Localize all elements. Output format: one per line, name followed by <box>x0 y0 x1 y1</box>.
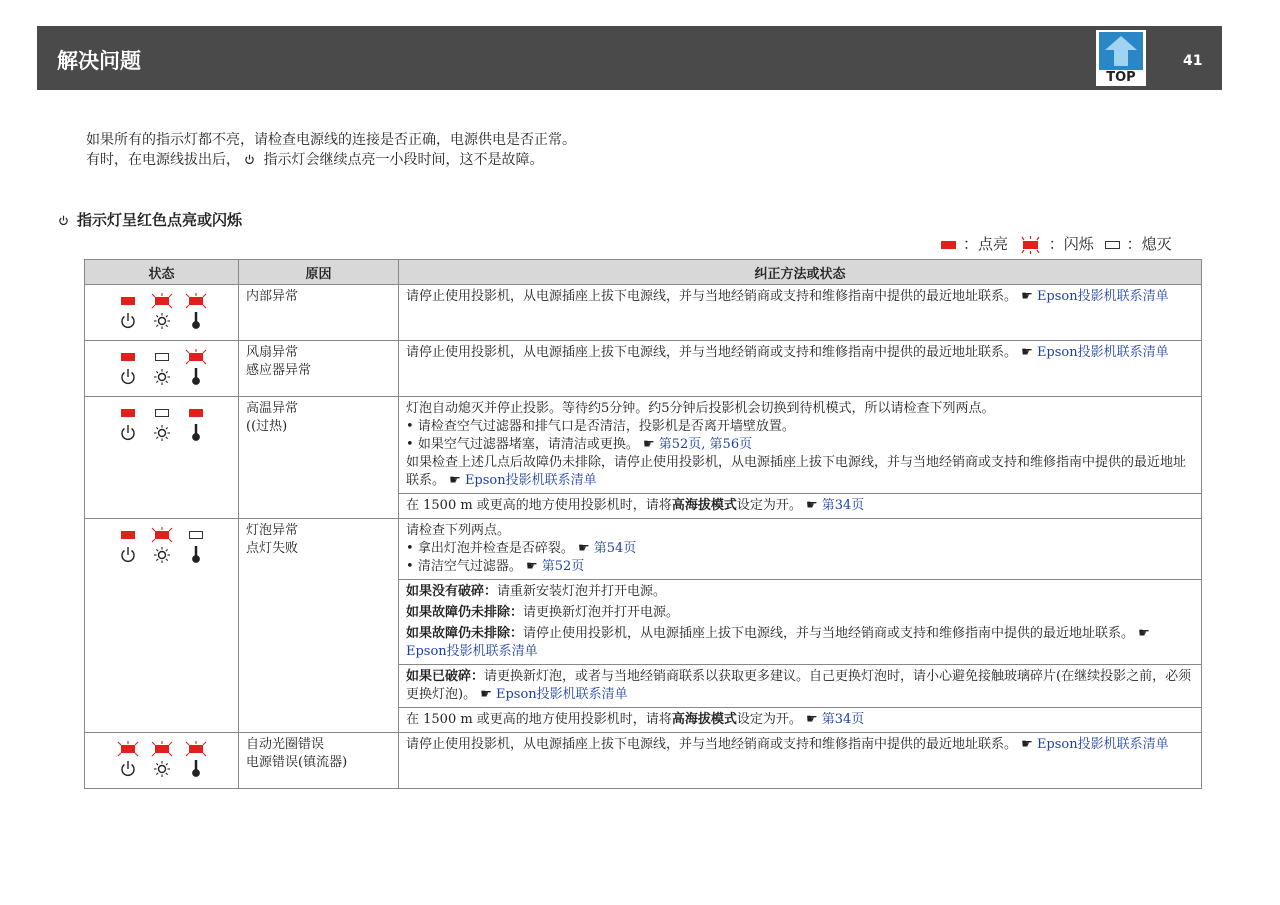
power-icon <box>122 369 134 383</box>
hand-pointer-icon: ☛ <box>573 541 594 556</box>
hand-pointer-icon: ☛ <box>1017 345 1037 360</box>
hand-pointer-icon: ☛ <box>476 687 496 702</box>
top-label: TOP <box>1106 70 1136 85</box>
hand-pointer-icon: ☛ <box>801 712 822 727</box>
hand-pointer-icon: ☛ <box>445 473 465 488</box>
power-icon <box>122 547 134 561</box>
page-title: 解决问题 <box>57 49 141 73</box>
led-off-icon <box>1105 240 1121 250</box>
ref-link[interactable]: 第34页 <box>821 712 865 727</box>
cause-cell: 内部异常 <box>239 285 399 341</box>
lamp-icon <box>154 547 170 563</box>
intro-line-2: 有时，在电源线拔出后， 指示灯会继续点亮一小段时间，这不是故障。 <box>86 152 544 168</box>
bullet-item: • 清洁空气过滤器。 ☛ 第52页 <box>406 559 585 574</box>
table-header-row <box>85 260 1202 285</box>
table-row <box>85 733 1202 789</box>
hand-pointer-icon: ☛ <box>1017 289 1037 304</box>
section-heading: 指示灯呈红色点亮或闪烁 <box>58 209 242 230</box>
header-state: 状态 <box>85 260 239 285</box>
bullet-item: • 拿出灯泡并检查是否碎裂。 ☛ 第54页 <box>406 541 637 556</box>
temp-icon <box>192 546 198 562</box>
led-blink-icon <box>186 741 206 756</box>
temp-icon <box>192 424 198 440</box>
intro-line-1: 如果所有的指示灯都不亮，请检查电源线的连接是否正确，电源供电是否正常。 <box>86 132 576 148</box>
led-indicators <box>112 349 212 389</box>
lamp-icon <box>154 313 170 329</box>
led-on-icon <box>941 240 957 250</box>
lamp-icon <box>154 369 170 385</box>
cause-cell: 灯泡异常 点灯失败 <box>239 519 399 733</box>
cause-cell: 自动光圈错误 电源错误(镇流器) <box>239 733 399 789</box>
remedy-cell: 如果已破碎：请更换新灯泡，或者与当地经销商联系以获取更多建议。自己更换灯泡时，请小心避免接触玻璃碎片(在继续投影之前，必须更换灯泡)。 ☛ Epson投影机联系清单 <box>399 665 1202 708</box>
lamp-icon <box>154 761 170 777</box>
led-blink-icon <box>118 741 138 756</box>
ref-link[interactable]: 第52页, 第56页 <box>658 437 753 452</box>
led-indicators <box>112 741 212 781</box>
header-cause: 原因 <box>239 260 399 285</box>
ref-link[interactable]: 第52页 <box>541 559 585 574</box>
top-button[interactable] <box>1096 30 1146 86</box>
temp-icon <box>192 312 198 328</box>
remedy-cell: 请停止使用投影机，从电源插座上拔下电源线，并与当地经销商或支持和维修指南中提供的最近地址联系。 ☛ Epson投影机联系清单 <box>399 733 1202 789</box>
temp-icon <box>192 368 198 384</box>
led-indicators <box>112 293 212 333</box>
power-icon <box>122 761 134 775</box>
state-cell <box>85 397 239 519</box>
hand-pointer-icon: ☛ <box>521 559 542 574</box>
table-row <box>85 285 1202 341</box>
led-on-icon <box>121 353 135 361</box>
ref-link[interactable]: 第34页 <box>821 498 865 513</box>
header-remedy: 纠正方法或状态 <box>399 260 1202 285</box>
led-indicators <box>112 527 212 567</box>
power-icon <box>122 313 134 327</box>
hand-pointer-icon: ☛ <box>638 437 659 452</box>
led-off-icon <box>189 532 202 539</box>
remedy-cell: 请检查下列两点。 • 拿出灯泡并检查是否碎裂。 ☛ 第54页 • 清洁空气过滤器。 ☛ 第52页 <box>399 519 1202 580</box>
power-icon <box>122 425 134 439</box>
led-blink-icon <box>152 293 172 308</box>
troubleshooting-table <box>84 259 1202 789</box>
intro-text <box>86 130 576 170</box>
led-blink-icon <box>1019 236 1043 254</box>
temp-icon <box>192 760 198 776</box>
power-icon <box>58 215 69 226</box>
led-on-icon <box>121 531 135 539</box>
led-blink-icon <box>152 741 172 756</box>
remedy-cell: 在 1500 m 或更高的地方使用投影机时，请将高海拔模式设定为开。 ☛ 第34页 <box>399 494 1202 519</box>
ref-link[interactable]: Epson投影机联系清单 <box>1036 289 1169 304</box>
table-row <box>85 397 1202 494</box>
state-cell <box>85 519 239 733</box>
ref-link[interactable]: 第54页 <box>593 541 637 556</box>
ref-link[interactable]: Epson投影机联系清单 <box>406 644 538 659</box>
power-icon <box>244 154 255 165</box>
led-blink-icon <box>152 527 172 542</box>
remedy-cell: 在 1500 m 或更高的地方使用投影机时，请将高海拔模式设定为开。 ☛ 第34页 <box>399 708 1202 733</box>
ref-link[interactable]: Epson投影机联系清单 <box>496 687 628 702</box>
state-cell <box>85 733 239 789</box>
hand-pointer-icon: ☛ <box>1017 737 1037 752</box>
hand-pointer-icon: ☛ <box>1134 626 1150 641</box>
led-off-icon <box>155 410 168 417</box>
bullet-item: • 如果空气过滤器堵塞，请清洁或更换。 ☛ 第52页, 第56页 <box>406 437 753 452</box>
led-legend: ：点亮 ：闪烁 ：熄灭 <box>935 233 1172 254</box>
led-blink-icon <box>186 293 206 308</box>
table-row <box>85 341 1202 397</box>
bullet-item: • 请检查空气过滤器和排气口是否清洁，投影机是否离开墙壁放置。 <box>406 419 795 434</box>
ref-link[interactable]: Epson投影机联系清单 <box>1036 345 1169 360</box>
hand-pointer-icon: ☛ <box>801 498 822 513</box>
remedy-cell: 请停止使用投影机，从电源插座上拔下电源线，并与当地经销商或支持和维修指南中提供的最近地址联系。 ☛ Epson投影机联系清单 <box>399 285 1202 341</box>
led-on-icon <box>189 409 203 417</box>
lamp-icon <box>154 425 170 441</box>
remedy-cell: 灯泡自动熄灭并停止投影。等待约5分钟。约5分钟后投影机会切换到待机模式，所以请检查下列两点。 • 请检查空气过滤器和排气口是否清洁，投影机是否离开墙壁放置。 • 如果空气过滤器堵塞，请清洁或更换。 ☛ 第52页, 第56页 如果检查上述几点后故障仍未排除，请停止使用投影机，从电源插座上拔下电源线，并与当地经销商或支持和维修指南中提供的最近地址联系。 ☛ Epson投影机联系清单 <box>399 397 1202 494</box>
page-number: 41 <box>1183 53 1203 69</box>
led-indicators <box>112 405 212 445</box>
cause-cell: 风扇异常 感应器异常 <box>239 341 399 397</box>
remedy-cell: 如果没有破碎：请重新安装灯泡并打开电源。 如果故障仍未排除：请更换新灯泡并打开电源。 如果故障仍未排除：请停止使用投影机，从电源插座上拔下电源线，并与当地经销商或支持和维修指南中提供的最近地址联系。 ☛ Epson投影机联系清单 <box>399 580 1202 665</box>
remedy-cell: 请停止使用投影机，从电源插座上拔下电源线，并与当地经销商或支持和维修指南中提供的最近地址联系。 ☛ Epson投影机联系清单 <box>399 341 1202 397</box>
led-blink-icon <box>186 349 206 364</box>
ref-link[interactable]: Epson投影机联系清单 <box>1036 737 1169 752</box>
cause-cell: 高温异常 ((过热) <box>239 397 399 519</box>
ref-link[interactable]: Epson投影机联系清单 <box>464 473 597 488</box>
state-cell <box>85 341 239 397</box>
state-cell <box>85 285 239 341</box>
led-on-icon <box>121 409 135 417</box>
table-row <box>85 519 1202 580</box>
top-arrow-icon <box>1099 32 1143 70</box>
led-on-icon <box>121 297 135 305</box>
page-header <box>37 26 1222 90</box>
led-off-icon <box>155 354 168 361</box>
